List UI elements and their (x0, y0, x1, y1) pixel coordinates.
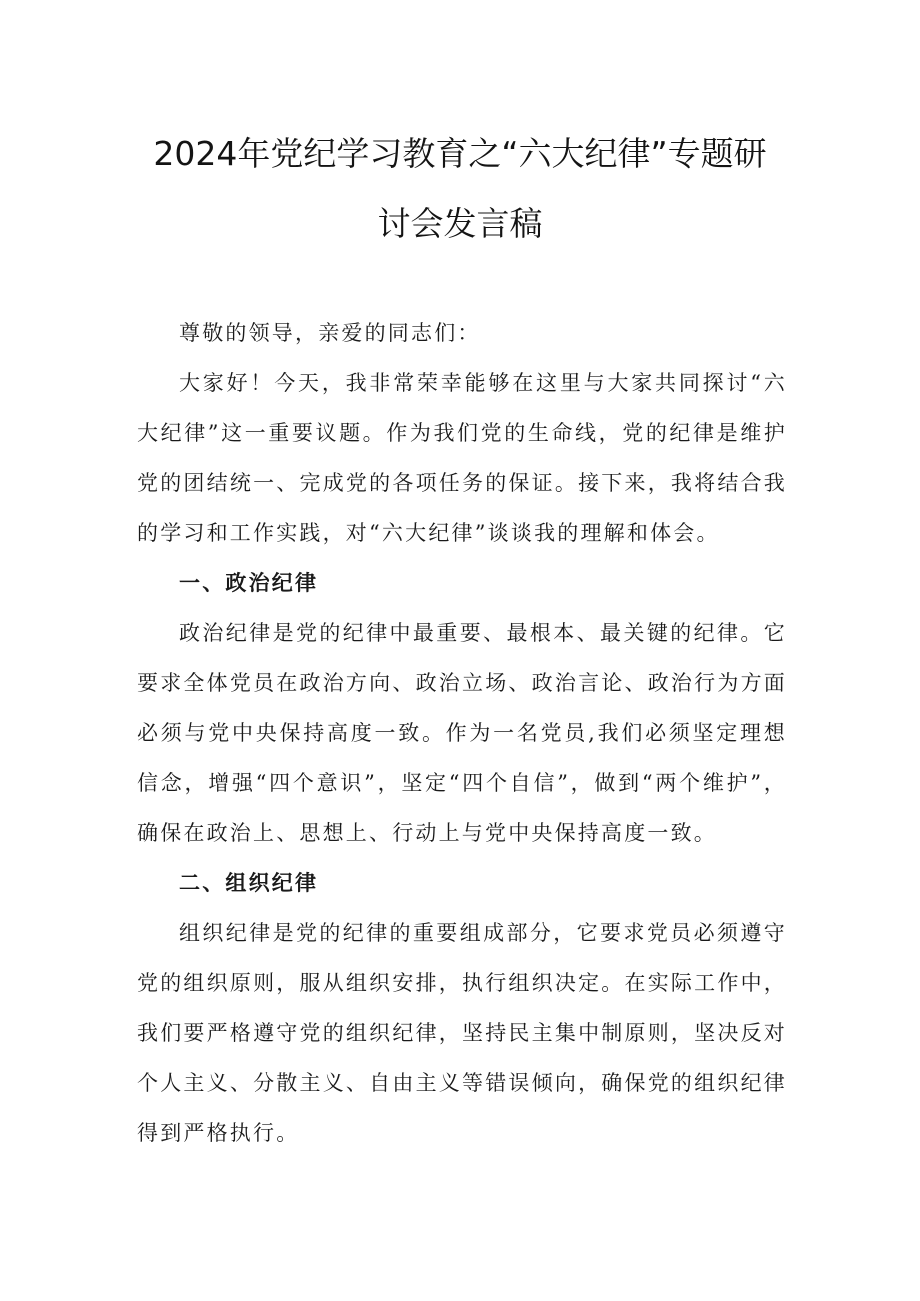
section-heading-political: 一、政治纪律 (179, 570, 319, 595)
document-title-line-2: 讨会发言稿 (377, 204, 543, 243)
document-body (137, 308, 787, 1158)
section-heading-organizational: 二、组织纪律 (179, 870, 319, 895)
section-paragraph-organizational: 组织纪律是党的纪律的重要组成部分，它要求党员必须遵守党的组织原则，服从组织安排，执行组织决定。在实际工作中，我们要严格遵守党的组织纪律，坚持民主集中制原则，坚决反对个人主义、分散主义、自由主义等错误倾向，确保党的组织纪律得到严格执行。 (137, 921, 787, 1145)
salutation: 尊敬的领导，亲爱的同志们： (179, 321, 481, 345)
section-paragraph-political: 政治纪律是党的纪律中最重要、最根本、最关键的纪律。它要求全体党员在政治方向、政治立场、政治言论、政治行为方面必须与党中央保持高度一致。作为一名党员,我们必须坚定理想信念，增强“四个意识”，坚定“四个自信”，做到“两个维护”，确保在政治上、思想上、行动上与党中央保持高度一致。 (137, 621, 787, 845)
intro-paragraph: 大家好！今天，我非常荣幸能够在这里与大家共同探讨“六大纪律”这一重要议题。作为我们党的生命线，党的纪律是维护党的团结统一、完成党的各项任务的保证。接下来，我将结合我的学习和工作实践，对“六大纪律”谈谈我的理解和体会。 (137, 371, 787, 545)
document-title-line-1: 2024年党纪学习教育之“六大纪律”专题研 (153, 134, 767, 173)
